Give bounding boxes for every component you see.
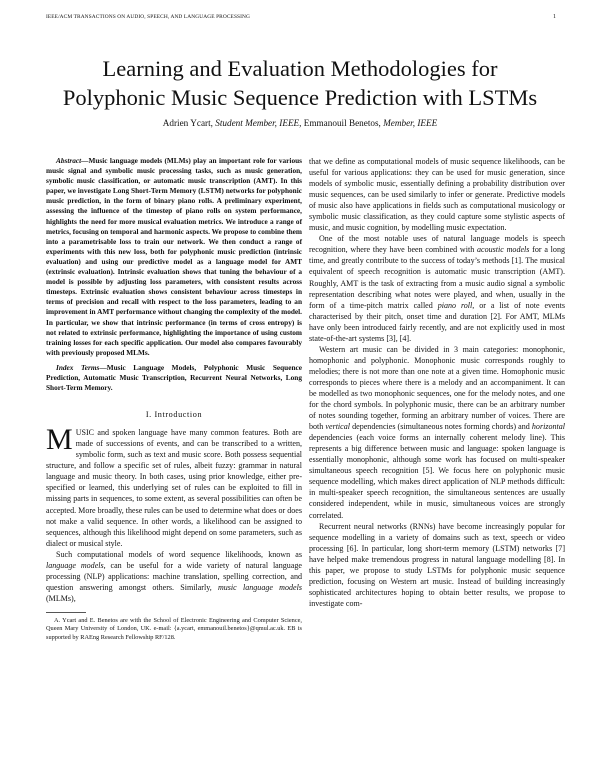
title-line-1: Learning and Evaluation Methodologies for bbox=[102, 56, 498, 81]
abstract-lead: Abstract bbox=[56, 156, 82, 165]
abstract-text: —Music language models (MLMs) play an important role for various music signal and symbolic music processing tasks, such as music generation, symbolic music classification, or automatic music transcription (AMT). In this paper, we investigate Long Short-Term Memory (LSTM) networks for polyphonic music prediction, in the form of binary piano rolls. A preliminary experiment, assessing the influence of the timestep of piano rolls on system performance, highlights the need for more musical evaluation metrics. We introduce a range of metrics, focusing on temporal and harmonic aspects. We propose to combine them into a parametrisable loss to train our network. We then conduct a range of experiments with this new loss, both for polyphonic music prediction (intrinsic evaluation) and using our predictive model as a language model for AMT (extrinsic evaluation). Intrinsic evaluation shows that tuning the behaviour of a model is possible by adjusting loss parameters, with consistent results across timesteps. Extrinsic evaluation shows consistent behaviour across timesteps in terms of precision and recall with respect to the loss parameters, leading to an improvement in AMT performance without changing the complexity of the model. In particular, we show that intrinsic performance (in terms of cross entropy) is not related to extrinsic performance, highlighting the importance of using custom training losses for each specific application. Our model also compares favourably with previously proposed MLMs. bbox=[46, 156, 302, 357]
paragraph-text: dependencies (simultaneous notes forming chords) and bbox=[350, 422, 532, 432]
emphasis: music language models bbox=[217, 582, 302, 592]
index-terms-text: —Music Language Models, Polyphonic Music Sequence Prediction, Automatic Music Transcription, Recurrent Neural Networks, Long Short-Term Memory. bbox=[46, 362, 303, 393]
paragraph-text: , or a list of note events characterised by their pitch, onset time and duration [2]. For AMT, MLMs have only been introduced fairly recently, and are not explicitly used in most state-of-the-art systems [3], [4]. bbox=[309, 300, 566, 343]
index-terms bbox=[46, 363, 302, 393]
intro-paragraph bbox=[46, 423, 302, 549]
left-column bbox=[46, 156, 302, 642]
paragraph-text: Western art music can be divided in 3 main categories: monophonic, homophonic and polyphonic. Monophonic music corresponds roughly to melodies; there is not more than one note at a given time. Homophonic music corresponds to pieces where there is a melody and an accompaniment. It can be modelled as two monophonic sequences, one for the melody notes, and one for the chord symbols. In polyphonic music, there can be an arbitrary number of notes sounding together, forming an arbitrary number of voices. There are both bbox=[309, 344, 565, 432]
abstract bbox=[46, 156, 302, 358]
right-column bbox=[309, 156, 565, 609]
author-name: Adrien Ycart, bbox=[162, 118, 213, 128]
emphasis: language models bbox=[46, 560, 104, 570]
index-terms-lead: Index Terms bbox=[56, 362, 100, 372]
title-line-2: Polyphonic Music Sequence Prediction with LSTMs bbox=[62, 85, 538, 110]
author-line bbox=[0, 118, 600, 128]
paragraph-text: Such computational models of word sequence likelihoods, known as bbox=[56, 549, 302, 559]
paragraph-text: One of the most notable uses of natural language models is speech recognition, where they have been combined with bbox=[309, 234, 565, 255]
body-paragraph bbox=[309, 344, 565, 521]
drop-cap: M bbox=[46, 423, 73, 457]
paper-title bbox=[0, 54, 600, 112]
running-head: IEEE/ACM TRANSACTIONS ON AUDIO, SPEECH, AND LANGUAGE PROCESSING bbox=[46, 14, 251, 20]
paragraph-text: USIC and spoken language have many common features. Both are made of successions of events, and can be transcribed to a written, symbolic form, such as text and music score. Both possess sequential structure, and follow a specific set of rules, albeit fuzzy: grammar in natural language and music theory. In both cases, using prior knowledge, either pre-specified or learned, this underlying set of rules can be exploited to fill in missing parts in sequences, to some extent, as several possibilities can often be accepted. More broadly, these rules can be used to determine what does or does not make a valid sequence. In other words, a likelihood can be assigned to sequences, although this likelihood might depend on some parameters, such as dialect or musical style. bbox=[46, 428, 302, 548]
paragraph-text: (MLMs), bbox=[46, 593, 76, 603]
intro-paragraph bbox=[46, 549, 302, 604]
footnote-divider bbox=[46, 612, 86, 613]
emphasis: horizontal bbox=[531, 422, 565, 432]
author-role: Student Member, IEEE, bbox=[215, 118, 302, 128]
author-name: Emmanouil Benetos, bbox=[303, 118, 381, 128]
emphasis: vertical bbox=[325, 422, 350, 432]
paragraph-text: dependencies (each voice forms an internally coherent melody line). This represents a big difference between music and language: spoken language is essentially monophonic, although some work has focused on multi-speaker simultaneous speech recognition [5]. We focus here on polyphonic music sequence modelling, which makes direct application of NLP methods difficult: in multi-speaker speech recognition, the simultaneous sentences are usually considered independent, while in music, simultaneous voices are strongly correlated. bbox=[309, 433, 565, 520]
page-number: 1 bbox=[553, 14, 556, 20]
body-paragraph bbox=[309, 233, 565, 343]
emphasis: acoustic models bbox=[477, 245, 530, 255]
paragraph-text: , can be useful for a wide variety of natural language processing (NLP) applications: machine translation, spelling correction, and question answering amongst others. Similarly, bbox=[46, 560, 302, 592]
section-heading: I. Introduction bbox=[145, 410, 203, 420]
body-paragraph: Recurrent neural networks (RNNs) have become increasingly popular for sequence modelling in a variety of domains such as text, speech or video processing [6]. In particular, long short-term memory (LSTM) networks [7] have helped make tremendous progress in natural language modelling [8]. In this paper, we propose to study LSTMs for polyphonic music sequence prediction, focusing on Western art music. Instead of building increasingly sophisticated architectures hoping to obtain better results, we propose to investigate com- bbox=[309, 521, 565, 608]
footnote: A. Ycart and E. Benetos are with the School of Electronic Engineering and Computer Science, Queen Mary University of London, UK. e-mail: {a.ycart, emmanouil.benetos}@qmul.ac.uk. EB is supported by RAEng Research Fellowship RF/128. bbox=[46, 616, 302, 641]
paragraph-text: for a long time, and greatly contribute to the success of today’s methods [1]. The musical equivalent of speech recognition is automatic music transcription (AMT). Roughly, AMT is the task of extracting from a music audio signal a symbolic representation describing what notes were played, and when, usually in the form of a time-pitch matrix called bbox=[309, 245, 565, 310]
emphasis: piano roll bbox=[437, 300, 473, 310]
author-role: Member, IEEE bbox=[383, 118, 438, 128]
body-paragraph: that we define as computational models of music sequence likelihoods, can be useful for various applications: they can be used for music generation, since models of symbolic music, essentially defining a probability distribution over music sequences, can be used similarly to infer or generate. Predictive models of music also have applications in fields such as computational musicology or symbolic music classification, as they could capture some stylistic aspects of music, and music cognition, by modelling music expectation. bbox=[309, 157, 565, 233]
